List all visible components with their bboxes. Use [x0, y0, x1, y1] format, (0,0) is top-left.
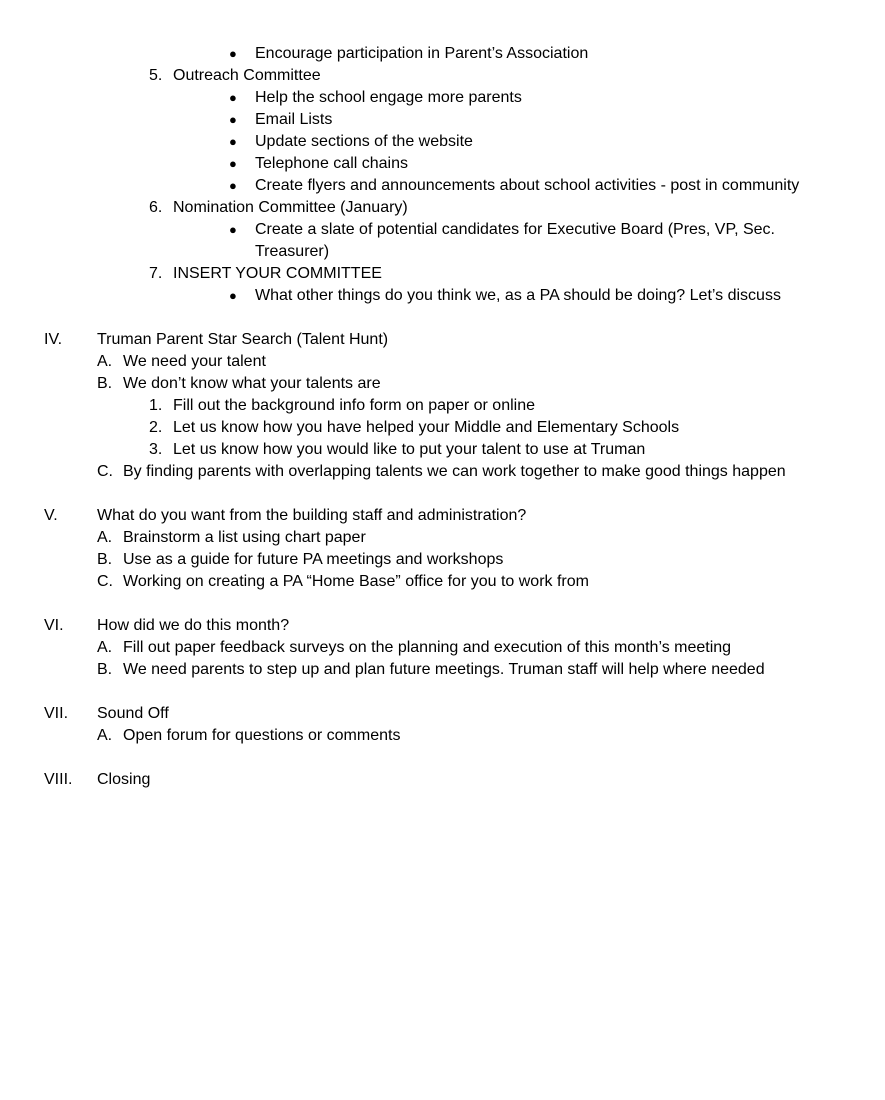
bullet-icon: ● — [229, 222, 237, 237]
bullet-icon: ● — [229, 288, 237, 303]
bullet-icon: ● — [229, 156, 237, 171]
bullet-icon: ● — [229, 178, 237, 193]
bullet-icon: ● — [229, 46, 237, 61]
bullet-icon: ● — [229, 90, 237, 105]
document-page: ● Encourage participation in Parent’s Association 5. Outreach Committee ● Help the school engage more parents ● Email Lists ● Update sections of the website ● Telephone call chains ● Create flyers and announcements about school activities - post in community 6. Nomination Committee (January) ● Create a slate of potential candidates for Executive Board (Pres, VP, Sec. Treasurer) 7. INSERT YOUR COMMITTEE ● What other things do you think we, as a PA should be doing? Let’s discuss IV. Truman Parent Star Search (Talent Hunt) A. We need your talent B. We don’t know what your talents are 1. Fill out the background info form on paper or online 2. Let us know how you have helped your Middle and Elementary Schools 3. Let us know how you would like to put your talent to use at Truman C. By finding parents with overlapping talents we can work together to make good things happen V. What do you want from the building staff and administration? A. Brainstorm a list using chart paper B. Use as a guide for future PA meetings and workshops C. Working on creating a PA “Home Base” office for you to work from VI. How did we do this month? A. Fill out paper feedback surveys on the planning and execution of this month’s meeting B. We need parents to step up and plan future meetings. Truman staff will help where needed VII. Sound Off A. Open forum for questions or comments VIII. Closing — [44, 45, 800, 788]
bullet-icon: ● — [229, 112, 237, 127]
bullet-icon: ● — [229, 134, 237, 149]
